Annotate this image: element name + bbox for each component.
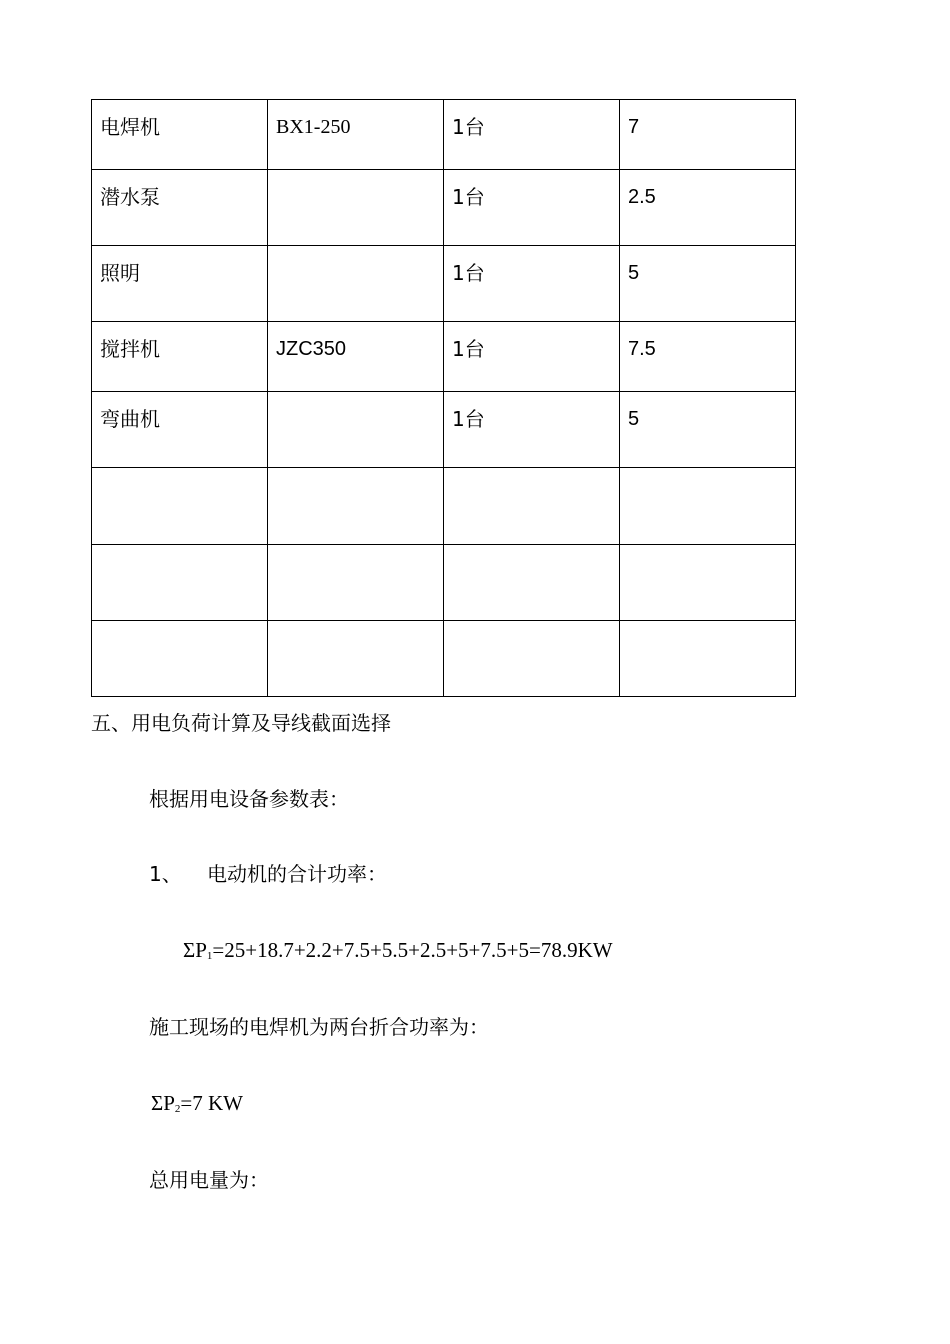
list-item [149,862,387,886]
table-row [92,246,796,322]
formula-expression: =7 KW [180,1091,243,1115]
table-row [92,392,796,468]
table-row [92,468,796,545]
equipment-quantity-cell: 1台 [444,322,620,392]
total-power-label: 总用电量为： [149,1168,269,1192]
section-heading: 五、用电负荷计算及导线截面选择 [91,711,391,735]
equipment-model-cell: JZC350 [268,322,444,392]
table-row [92,100,796,170]
equipment-name-cell [92,545,268,621]
equipment-power-cell: 5 [620,392,796,468]
formula-expression: =25+18.7+2.2+7.5+5.5+2.5+5+7.5+5=78.9KW [212,938,613,962]
formula-subscript: 2 [174,1103,181,1115]
equipment-power-cell: 7 [620,100,796,170]
welder-note: 施工现场的电焊机为两台折合功率为： [149,1015,489,1039]
equipment-quantity-cell: 1台 [444,392,620,468]
equipment-power-cell [620,468,796,545]
equipment-quantity-cell: 1台 [444,170,620,246]
equipment-model-cell [268,392,444,468]
equipment-quantity-cell [444,468,620,545]
equipment-model-cell [268,170,444,246]
equipment-model-cell: BX1-250 [268,100,444,170]
equipment-power-cell: 2.5 [620,170,796,246]
equipment-power-cell [620,545,796,621]
equipment-name-cell: 弯曲机 [92,392,268,468]
intro-text: 根据用电设备参数表： [149,787,349,811]
table-row [92,621,796,697]
formula-total-motor-power [183,938,613,968]
table-row [92,322,796,392]
list-item-number: 1、 [149,862,182,886]
formula-symbol: ΣP [183,938,207,962]
equipment-power-cell: 5 [620,246,796,322]
equipment-model-cell [268,246,444,322]
equipment-name-cell: 照明 [92,246,268,322]
equipment-power-cell: 7.5 [620,322,796,392]
formula-welder-power [151,1091,243,1121]
equipment-quantity-cell: 1台 [444,246,620,322]
table-row [92,545,796,621]
equipment-name-cell [92,468,268,545]
equipment-table [91,99,796,697]
formula-symbol: ΣP [151,1091,175,1115]
equipment-model-cell [268,545,444,621]
table-row [92,170,796,246]
equipment-quantity-cell [444,621,620,697]
equipment-name-cell [92,621,268,697]
equipment-model-cell [268,468,444,545]
equipment-name-cell: 电焊机 [92,100,268,170]
equipment-model-cell [268,621,444,697]
list-item-text: 电动机的合计功率： [207,862,387,886]
equipment-name-cell: 搅拌机 [92,322,268,392]
equipment-name-cell: 潜水泵 [92,170,268,246]
equipment-power-cell [620,621,796,697]
formula-subscript: 1 [206,950,213,962]
equipment-quantity-cell [444,545,620,621]
equipment-quantity-cell: 1台 [444,100,620,170]
